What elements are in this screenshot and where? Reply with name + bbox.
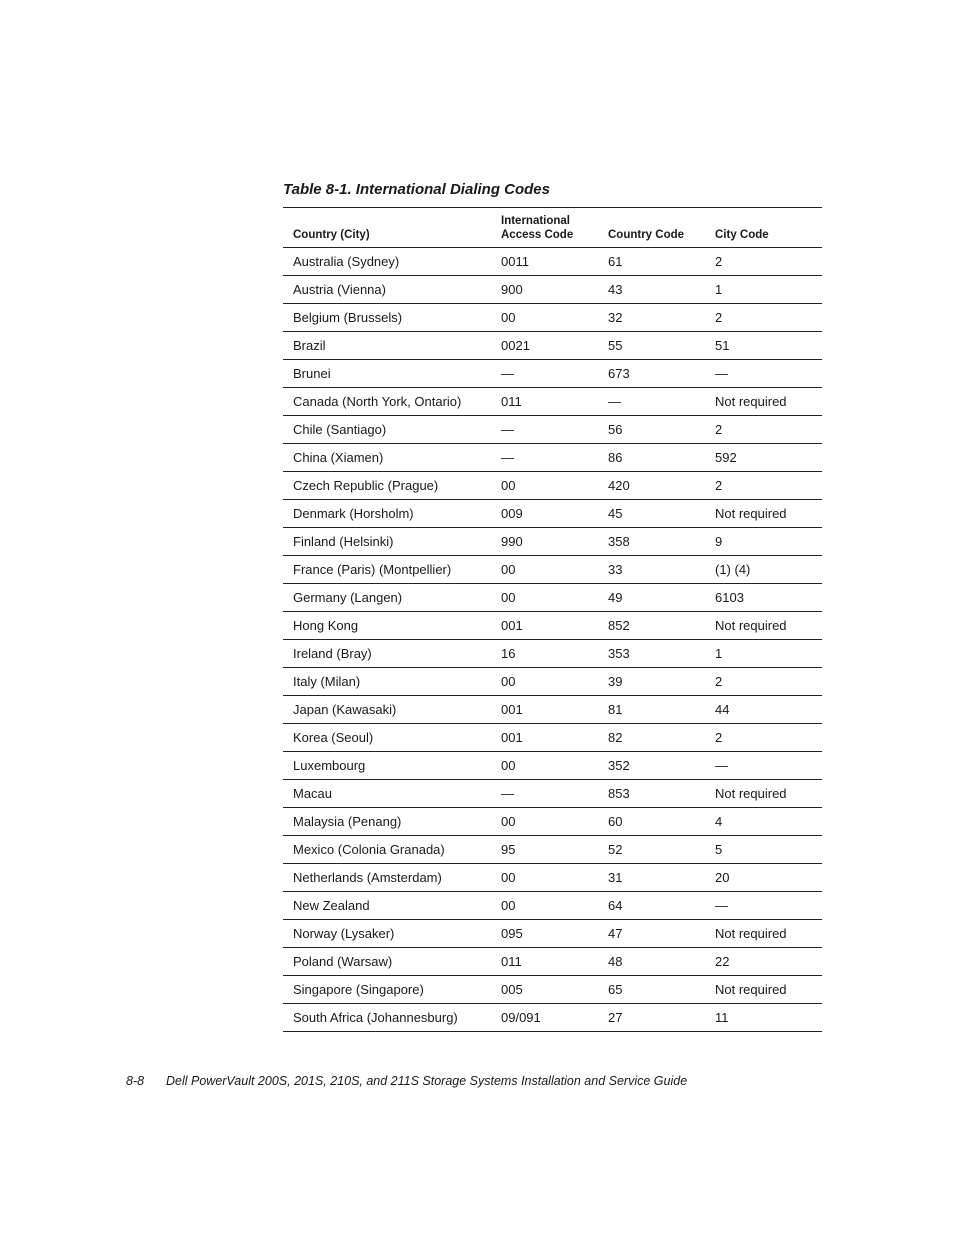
cell-access-code: 00 <box>501 584 608 612</box>
cell-city-code: 9 <box>715 528 822 556</box>
cell-country: Finland (Helsinki) <box>283 528 501 556</box>
table-row <box>283 808 822 836</box>
cell-country: Japan (Kawasaki) <box>283 696 501 724</box>
cell-country: Malaysia (Penang) <box>283 808 501 836</box>
cell-access-code: 00 <box>501 892 608 920</box>
cell-country: Austria (Vienna) <box>283 276 501 304</box>
cell-country-code: 81 <box>608 696 715 724</box>
cell-access-code: 00 <box>501 668 608 696</box>
table-row <box>283 500 822 528</box>
header-country-code: Country Code <box>608 208 715 248</box>
cell-country: Czech Republic (Prague) <box>283 472 501 500</box>
table-row <box>283 976 822 1004</box>
cell-country: New Zealand <box>283 892 501 920</box>
header-access-line2: Access Code <box>501 229 574 241</box>
cell-city-code: 2 <box>715 304 822 332</box>
cell-city-code: 592 <box>715 444 822 472</box>
table-row <box>283 1004 822 1032</box>
table-row <box>283 528 822 556</box>
header-country: Country (City) <box>283 208 501 248</box>
cell-access-code: 001 <box>501 724 608 752</box>
dialing-codes-table-wrapper <box>283 207 812 1032</box>
cell-country-code: 33 <box>608 556 715 584</box>
cell-city-code: 4 <box>715 808 822 836</box>
table-row <box>283 472 822 500</box>
cell-access-code: 16 <box>501 640 608 668</box>
cell-access-code: 95 <box>501 836 608 864</box>
cell-city-code: 20 <box>715 864 822 892</box>
cell-country-code: 853 <box>608 780 715 808</box>
cell-country: Chile (Santiago) <box>283 416 501 444</box>
header-city-code: City Code <box>715 208 822 248</box>
cell-city-code: 2 <box>715 668 822 696</box>
cell-country-code: 352 <box>608 752 715 780</box>
cell-country: Korea (Seoul) <box>283 724 501 752</box>
cell-city-code: Not required <box>715 976 822 1004</box>
cell-country-code: 420 <box>608 472 715 500</box>
table-row <box>283 920 822 948</box>
cell-city-code: 5 <box>715 836 822 864</box>
page-footer <box>126 1074 687 1088</box>
cell-access-code: 900 <box>501 276 608 304</box>
table-row <box>283 668 822 696</box>
cell-country: Brazil <box>283 332 501 360</box>
cell-access-code: 00 <box>501 808 608 836</box>
cell-country-code: 61 <box>608 248 715 276</box>
cell-country-code: 673 <box>608 360 715 388</box>
cell-city-code: 11 <box>715 1004 822 1032</box>
cell-country-code: 32 <box>608 304 715 332</box>
footer-text: Dell PowerVault 200S, 201S, 210S, and 211S Storage Systems Installation and Service Guide <box>166 1074 688 1088</box>
cell-country-code: 31 <box>608 864 715 892</box>
cell-country-code: 52 <box>608 836 715 864</box>
table-body <box>283 248 822 1032</box>
cell-country: Luxembourg <box>283 752 501 780</box>
cell-country-code: 45 <box>608 500 715 528</box>
table-row <box>283 864 822 892</box>
cell-city-code: Not required <box>715 920 822 948</box>
cell-country-code: 27 <box>608 1004 715 1032</box>
cell-city-code: Not required <box>715 388 822 416</box>
table-header <box>283 208 822 248</box>
cell-country: Hong Kong <box>283 612 501 640</box>
cell-country: Canada (North York, Ontario) <box>283 388 501 416</box>
cell-access-code: 00 <box>501 752 608 780</box>
cell-access-code: 09/091 <box>501 1004 608 1032</box>
cell-country: Italy (Milan) <box>283 668 501 696</box>
table-row <box>283 332 822 360</box>
cell-country-code: 39 <box>608 668 715 696</box>
cell-city-code: — <box>715 360 822 388</box>
cell-access-code: 009 <box>501 500 608 528</box>
table-row <box>283 948 822 976</box>
cell-country: Macau <box>283 780 501 808</box>
cell-city-code: Not required <box>715 500 822 528</box>
cell-access-code: — <box>501 444 608 472</box>
header-access-line1: International <box>501 215 571 227</box>
cell-city-code: 6103 <box>715 584 822 612</box>
cell-country: Germany (Langen) <box>283 584 501 612</box>
cell-country-code: 47 <box>608 920 715 948</box>
cell-access-code: 990 <box>501 528 608 556</box>
table-row <box>283 584 822 612</box>
cell-country: Singapore (Singapore) <box>283 976 501 1004</box>
cell-access-code: — <box>501 780 608 808</box>
table-row <box>283 724 822 752</box>
cell-access-code: 011 <box>501 948 608 976</box>
table-row <box>283 276 822 304</box>
cell-country-code: 65 <box>608 976 715 1004</box>
table-row <box>283 304 822 332</box>
cell-access-code: 00 <box>501 864 608 892</box>
cell-country: France (Paris) (Montpellier) <box>283 556 501 584</box>
cell-country: Netherlands (Amsterdam) <box>283 864 501 892</box>
table-row <box>283 836 822 864</box>
cell-access-code: — <box>501 416 608 444</box>
cell-city-code: 2 <box>715 472 822 500</box>
cell-access-code: 00 <box>501 556 608 584</box>
cell-city-code: 1 <box>715 276 822 304</box>
table-caption: Table 8-1. International Dialing Codes <box>283 181 550 198</box>
cell-city-code: 1 <box>715 640 822 668</box>
cell-access-code: 00 <box>501 472 608 500</box>
table-row <box>283 696 822 724</box>
table-row <box>283 360 822 388</box>
table-row <box>283 780 822 808</box>
cell-city-code: — <box>715 752 822 780</box>
header-access-code <box>501 208 608 248</box>
cell-country: Norway (Lysaker) <box>283 920 501 948</box>
cell-country-code: 852 <box>608 612 715 640</box>
cell-country-code: 82 <box>608 724 715 752</box>
cell-city-code: 22 <box>715 948 822 976</box>
cell-country-code: 64 <box>608 892 715 920</box>
cell-country-code: 86 <box>608 444 715 472</box>
cell-city-code: 44 <box>715 696 822 724</box>
table-row <box>283 444 822 472</box>
cell-country-code: 358 <box>608 528 715 556</box>
cell-country-code: 55 <box>608 332 715 360</box>
cell-country: Mexico (Colonia Granada) <box>283 836 501 864</box>
cell-access-code: 005 <box>501 976 608 1004</box>
cell-city-code: 2 <box>715 724 822 752</box>
table-row <box>283 752 822 780</box>
cell-access-code: 001 <box>501 612 608 640</box>
table-row <box>283 640 822 668</box>
cell-city-code: (1) (4) <box>715 556 822 584</box>
cell-city-code: Not required <box>715 780 822 808</box>
cell-country: Denmark (Horsholm) <box>283 500 501 528</box>
cell-access-code: 0021 <box>501 332 608 360</box>
table-row <box>283 892 822 920</box>
cell-country: Belgium (Brussels) <box>283 304 501 332</box>
cell-country-code: 56 <box>608 416 715 444</box>
cell-country-code: 60 <box>608 808 715 836</box>
cell-country: Poland (Warsaw) <box>283 948 501 976</box>
cell-country-code: — <box>608 388 715 416</box>
cell-city-code: 2 <box>715 416 822 444</box>
cell-country-code: 43 <box>608 276 715 304</box>
cell-city-code: — <box>715 892 822 920</box>
cell-city-code: 51 <box>715 332 822 360</box>
cell-country: China (Xiamen) <box>283 444 501 472</box>
cell-city-code: 2 <box>715 248 822 276</box>
page-number: 8-8 <box>126 1074 145 1088</box>
cell-country: Australia (Sydney) <box>283 248 501 276</box>
table-row <box>283 248 822 276</box>
cell-access-code: 011 <box>501 388 608 416</box>
cell-country-code: 49 <box>608 584 715 612</box>
cell-access-code: 001 <box>501 696 608 724</box>
cell-access-code: 00 <box>501 304 608 332</box>
cell-access-code: 095 <box>501 920 608 948</box>
cell-country: South Africa (Johannesburg) <box>283 1004 501 1032</box>
table-row <box>283 416 822 444</box>
cell-access-code: 0011 <box>501 248 608 276</box>
table-header-row <box>283 208 822 248</box>
cell-access-code: — <box>501 360 608 388</box>
table-row <box>283 556 822 584</box>
dialing-codes-table <box>283 207 822 1032</box>
cell-country-code: 353 <box>608 640 715 668</box>
cell-country: Brunei <box>283 360 501 388</box>
cell-city-code: Not required <box>715 612 822 640</box>
table-row <box>283 388 822 416</box>
cell-country: Ireland (Bray) <box>283 640 501 668</box>
cell-country-code: 48 <box>608 948 715 976</box>
table-row <box>283 612 822 640</box>
